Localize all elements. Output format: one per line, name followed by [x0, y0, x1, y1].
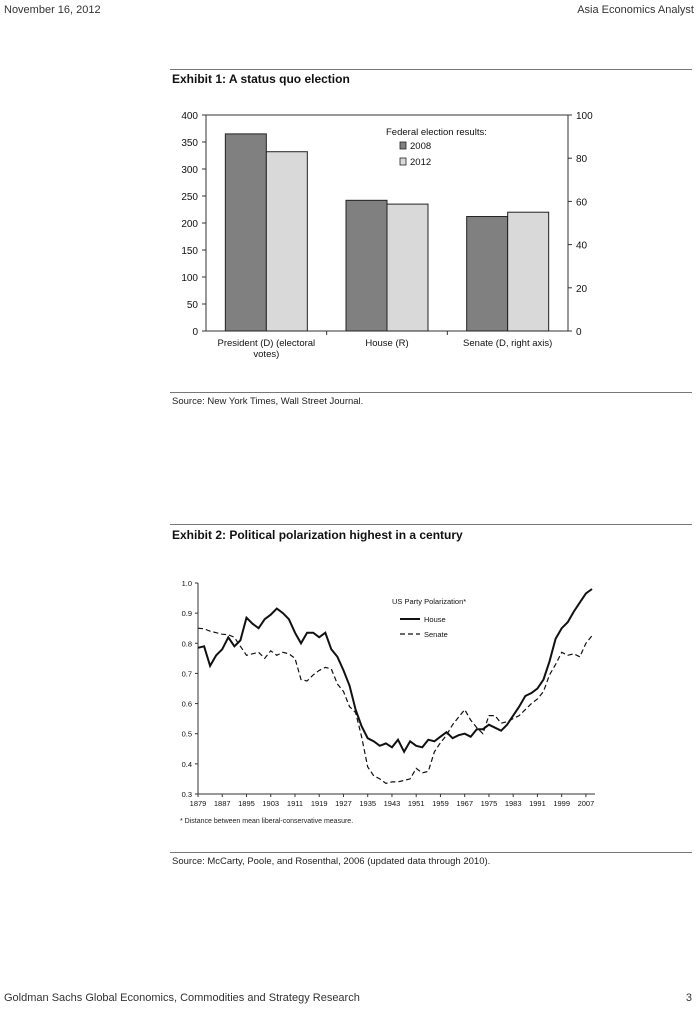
x-tick-label: 1959 — [432, 799, 449, 808]
y-tick-label: 1.0 — [181, 579, 192, 588]
exhibit1-bottom-rule — [170, 392, 692, 393]
y-left-tick-label: 300 — [181, 165, 198, 176]
x-tick-label: 1903 — [262, 799, 280, 808]
exhibit2-footnote: * Distance between mean liberal-conservative measure. — [180, 818, 354, 825]
y-right-tick-label: 40 — [576, 240, 588, 252]
exhibit2-title: Exhibit 2: Political polarization highest in a century — [172, 528, 463, 542]
exhibit2-source: Source: McCarty, Poole, and Rosenthal, 2006 (updated data through 2010). — [172, 856, 491, 867]
footer-page-number: 3 — [685, 992, 692, 1004]
x-category-label: Senate (D, right axis) — [463, 338, 553, 349]
bar-2012 — [508, 212, 549, 331]
legend-label-senate: Senate — [424, 630, 448, 639]
x-tick-label: 1887 — [213, 799, 231, 808]
footer-org: Goldman Sachs Global Economics, Commodities and Strategy Research — [4, 992, 360, 1004]
y-left-tick-label: 50 — [186, 300, 198, 311]
y-left-tick-label: 0 — [192, 327, 198, 338]
x-tick-label: 1911 — [286, 799, 304, 808]
exhibit1-bar-chart — [170, 100, 593, 390]
legend-title: Federal election results: — [386, 127, 487, 138]
x-category-label: President (D) (electoral — [217, 338, 316, 349]
x-tick-label: 1919 — [310, 799, 328, 808]
x-tick-label: 1879 — [189, 799, 207, 808]
x-tick-label: 1991 — [529, 799, 546, 808]
y-left-tick-label: 200 — [181, 219, 198, 230]
exhibit1-title: Exhibit 1: A status quo election — [172, 72, 350, 86]
exhibit1-top-rule — [170, 69, 692, 70]
y-left-tick-label: 100 — [181, 273, 198, 284]
x-tick-label: 1895 — [238, 799, 255, 808]
x-tick-label: 1951 — [407, 799, 425, 808]
exhibit2-bottom-rule — [170, 852, 692, 853]
exhibit2-top-rule — [170, 524, 692, 525]
header-date: November 16, 2012 — [4, 4, 101, 16]
y-tick-label: 0.8 — [181, 639, 192, 649]
legend-label-2012: 2012 — [410, 157, 432, 168]
y-right-tick-label: 80 — [576, 154, 588, 166]
bar-2008 — [225, 134, 266, 331]
y-right-tick-label: 20 — [576, 283, 588, 295]
header-publication: Asia Economics Analyst — [577, 4, 694, 16]
x-tick-label: 1935 — [359, 799, 377, 808]
exhibit2-line-chart — [170, 572, 610, 812]
y-tick-label: 0.5 — [181, 729, 192, 739]
y-left-tick-label: 350 — [181, 138, 198, 149]
legend-label-house: House — [424, 615, 446, 624]
bar-2012 — [266, 152, 307, 331]
y-tick-label: 0.6 — [181, 699, 192, 709]
x-category-label: votes) — [253, 349, 280, 360]
bar-2008 — [467, 217, 508, 331]
x-tick-label: 2007 — [577, 799, 595, 808]
x-tick-label: 1983 — [504, 799, 522, 808]
y-right-tick-label: 100 — [576, 111, 593, 122]
legend-title: US Party Polarization* — [392, 597, 467, 606]
legend-swatch-2008 — [400, 142, 406, 149]
x-category-label: House (R) — [365, 338, 409, 349]
bar-2008 — [346, 200, 387, 331]
y-left-tick-label: 150 — [181, 246, 198, 257]
exhibit1-source: Source: New York Times, Wall Street Journal. — [172, 396, 364, 407]
bar-2012 — [387, 204, 428, 331]
y-right-tick-label: 60 — [576, 197, 588, 209]
y-right-tick-label: 0 — [576, 327, 582, 338]
y-tick-label: 0.9 — [181, 609, 192, 619]
x-tick-label: 1943 — [383, 799, 401, 808]
x-tick-label: 1927 — [335, 799, 352, 808]
x-tick-label: 1999 — [553, 799, 571, 808]
series-line-senate — [198, 628, 592, 783]
series-line-house — [198, 589, 592, 752]
y-left-tick-label: 250 — [181, 192, 198, 203]
legend-swatch-2012 — [400, 158, 406, 165]
y-tick-label: 0.3 — [181, 790, 192, 799]
legend-label-2008: 2008 — [410, 141, 432, 152]
y-tick-label: 0.7 — [181, 669, 192, 679]
y-tick-label: 0.4 — [181, 759, 192, 769]
x-tick-label: 1975 — [480, 799, 498, 808]
x-tick-label: 1967 — [456, 799, 474, 808]
y-left-tick-label: 400 — [181, 111, 198, 122]
